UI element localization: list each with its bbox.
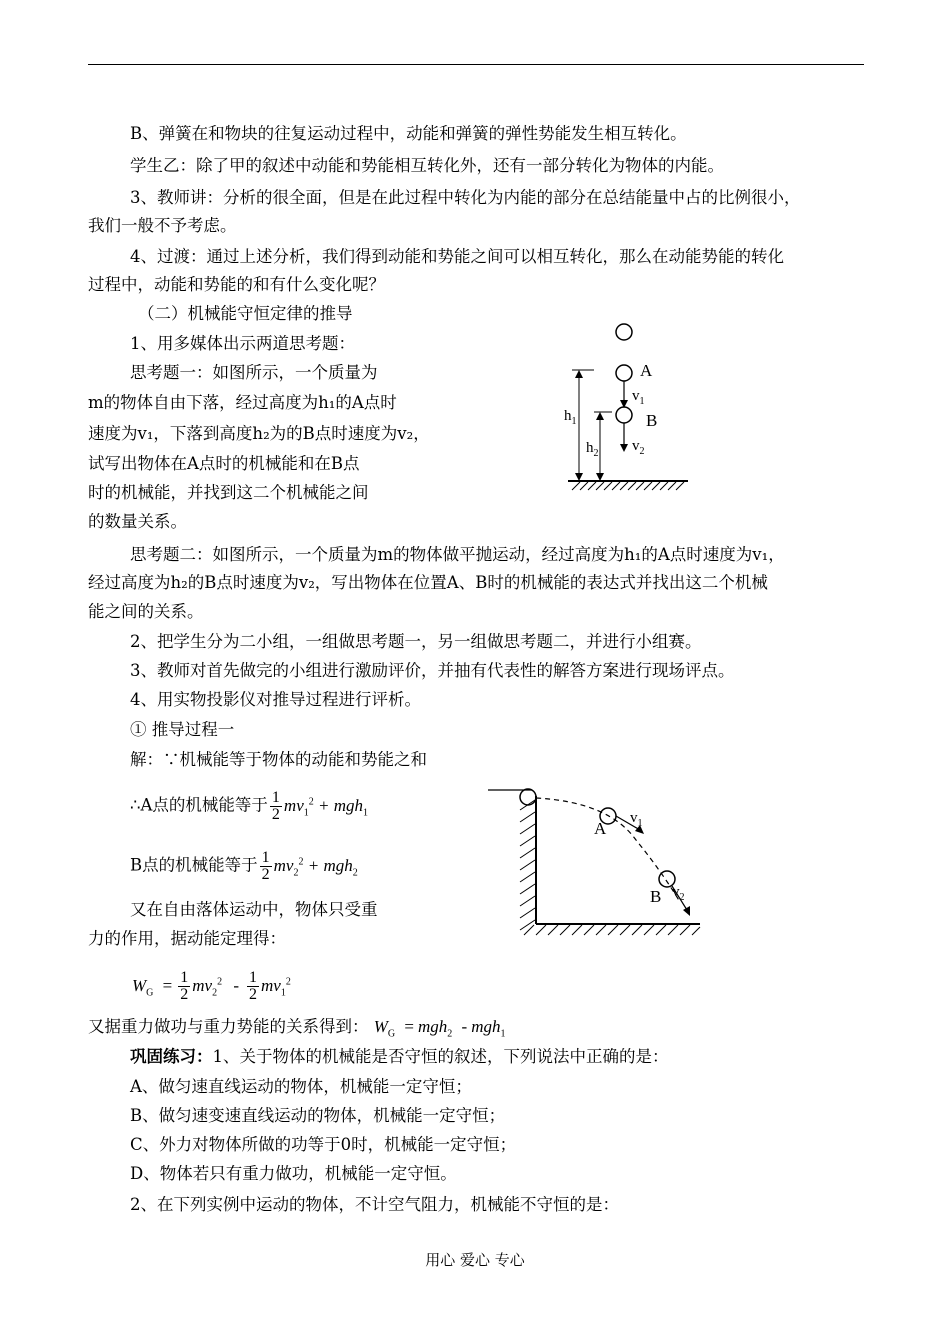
label-h2: $h_2$	[586, 440, 599, 459]
label-v2: $v_2$	[672, 884, 685, 903]
label-h1: $h_1$	[564, 408, 577, 427]
label-v2: $v_2$	[632, 438, 645, 457]
projectile-figure	[484, 780, 704, 950]
exercise-heading: 巩固练习：	[130, 1047, 213, 1066]
header-rule	[88, 64, 864, 65]
option-a: A、做匀速直线运动的物体，机械能一定守恒；	[130, 1077, 472, 1096]
text-line: 3、教师对首先做完的小组进行激励评价，并抽有代表性的解答方案进行现场评点。	[130, 661, 735, 680]
text-line: ① 推导过程一	[130, 720, 235, 739]
text-line: 思考题一：如图所示，一个质量为	[130, 363, 378, 382]
option-d: D、物体若只有重力做功，机械能一定守恒。	[130, 1164, 457, 1183]
equation-b: B点的机械能等于 $\frac{1}{2}$ $mv_2^2 + mgh_2$	[130, 848, 358, 883]
text-line: 4、过渡：通过上述分析，我们得到动能和势能之间可以相互转化，那么在动能势能的转化	[130, 247, 784, 266]
section-heading: （二）机械能守恒定律的推导	[138, 304, 353, 323]
text-line: 我们一般不予考虑。	[88, 216, 237, 235]
option-c: C、外力对物体所做的功等于0时，机械能一定守恒；	[130, 1135, 517, 1154]
text-line: 过程中，动能和势能的和有什么变化呢？	[88, 275, 385, 294]
text-line: 速度为v₁，下落到高度h₂为的B点时速度为v₂，	[88, 424, 430, 443]
text-line: 3、教师讲：分析的很全面，但是在此过程中转化为内能的部分在总结能量中占的比例很小，	[130, 188, 801, 207]
label-a: A	[594, 819, 607, 838]
text-line: m的物体自由下落，经过高度为h₁的A点时	[88, 393, 397, 412]
free-fall-figure	[560, 318, 700, 498]
text-line: 经过高度为h₂的B点时速度为v₂，写出物体在位置A、B时的机械能的表达式并找出这二个机械	[88, 573, 768, 592]
option-b: B、做匀速变速直线运动的物体，机械能一定守恒；	[130, 1106, 506, 1125]
equation-work: $W_G$ = $\frac{1}{2}$ $mv_2^2$ - $\frac{1}{2}$ $mv_1^2$	[132, 968, 291, 1003]
text-line: 1、用多媒体出示两道思考题：	[130, 334, 355, 353]
exercise-line: 巩固练习：1、关于物体的机械能是否守恒的叙述，下列说法中正确的是：	[130, 1047, 669, 1066]
text-line: 能之间的关系。	[88, 602, 204, 621]
text-line: 2、把学生分为二小组，一组做思考题一，另一组做思考题二，并进行小组赛。	[130, 632, 702, 651]
text-line: 2、在下列实例中运动的物体，不计空气阻力，机械能不守恒的是：	[130, 1195, 619, 1214]
text-line: 又在自由落体运动中，物体只受重	[130, 900, 378, 919]
text-line: 思考题二：如图所示，一个质量为m的物体做平抛运动，经过高度为h₁的A点时速度为v₁，	[130, 545, 785, 564]
text-line: 解：∵机械能等于物体的动能和势能之和	[130, 750, 427, 769]
text-line: 时的机械能，并找到这二个机械能之间	[88, 483, 369, 502]
label-b: B	[650, 887, 662, 906]
text-line: 试写出物体在A点时的机械能和在B点	[88, 454, 360, 473]
text-line: 力的作用，据动能定理得：	[88, 929, 286, 948]
page-footer: 用心 爱心 专心	[425, 1251, 525, 1269]
text-line: 的数量关系。	[88, 512, 187, 531]
label-v1: $v_1$	[632, 388, 645, 407]
equation-gravity: 又据重力做功与重力势能的关系得到： $W_G = mgh_2 - mgh_1$	[88, 1017, 506, 1040]
text-line: 4、用实物投影仪对推导过程进行评析。	[130, 690, 421, 709]
text-line: 学生乙：除了甲的叙述中动能和势能相互转化外，还有一部分转化为物体的内能。	[130, 156, 724, 175]
text-line: B、弹簧在和物块的往复运动过程中，动能和弹簧的弹性势能发生相互转化。	[130, 124, 687, 143]
equation-a: ∴A点的机械能等于 $\frac{1}{2}$ $mv_1^2 + mgh_1$	[130, 788, 368, 823]
label-b: B	[646, 411, 658, 430]
label-v1: $v_1$	[630, 810, 643, 829]
label-a: A	[640, 361, 653, 380]
